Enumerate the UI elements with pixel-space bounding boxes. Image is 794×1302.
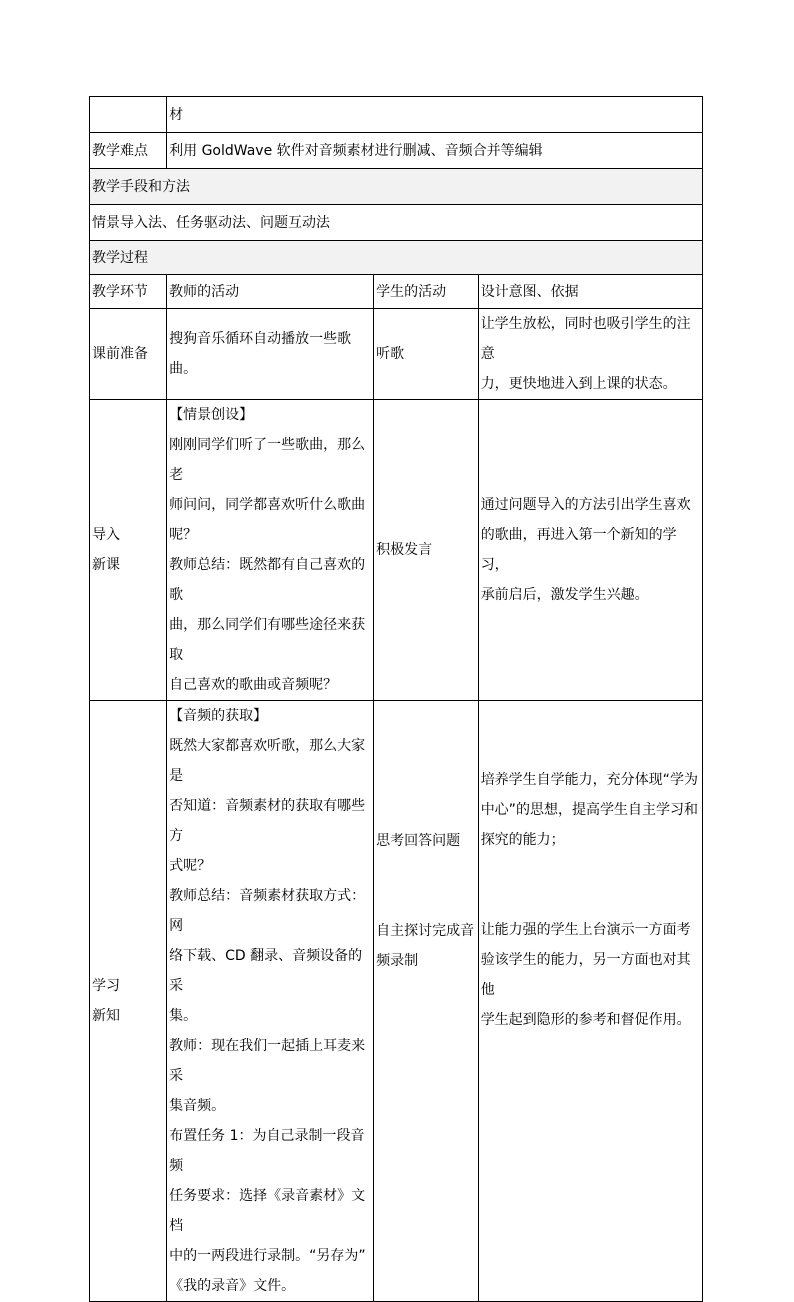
text-line: 中心”的思想，提高学生自主学习和 — [480, 802, 698, 818]
text-line: 频录制 — [376, 953, 419, 969]
text-line: 曲，那么同学们有哪些途径来获取 — [169, 617, 366, 663]
methods-text: 情景导入法、任务驱动法、问题互动法 — [90, 205, 703, 241]
text-line: 培养学生自学能力，充分体现“学为 — [480, 772, 698, 788]
table-row — [90, 205, 703, 241]
text-line: 教师：现在我们一起插上耳麦来采 — [169, 1038, 366, 1084]
table-row — [90, 309, 703, 400]
text-line: 教师总结：既然都有自己喜欢的歌 — [169, 557, 366, 603]
text-line: 刚刚同学们听了一些歌曲，那么老 — [169, 437, 366, 483]
text-line: 自主探讨完成音 — [376, 923, 475, 939]
text-line: 探究的能力； — [480, 832, 565, 848]
text-line: 【音频的获取】 — [169, 708, 268, 724]
table-row — [90, 400, 703, 701]
text-line: 布置任务 1：为自己录制一段音频 — [169, 1128, 365, 1174]
column-header-student: 学生的活动 — [374, 275, 479, 309]
text-line: 学生起到隐形的参考和督促作用。 — [480, 1012, 691, 1028]
text-line: 既然大家都喜欢听歌，那么大家是 — [169, 738, 366, 784]
methods-heading: 教学手段和方法 — [90, 169, 703, 205]
pre-class-teacher: 搜狗音乐循环自动播放一些歌曲。 — [167, 309, 374, 400]
text-line: 自己喜欢的歌曲或音频呢？ — [169, 677, 338, 693]
intro-student: 积极发言 — [374, 400, 479, 701]
table-row — [90, 701, 703, 1302]
text-line: 呢？ — [169, 527, 198, 543]
text-line: 学习 — [92, 978, 120, 994]
text-line: 中的一两段进行录制。“另存为” — [169, 1248, 366, 1264]
intro-teacher — [167, 400, 374, 701]
table-row — [90, 169, 703, 205]
pre-class-stage: 课前准备 — [90, 309, 167, 400]
text-line: 通过问题导入的方法引出学生喜欢 — [480, 497, 691, 513]
pre-class-intent — [478, 309, 702, 400]
text-line: 否知道：音频素材的获取有哪些方 — [169, 798, 366, 844]
table-row — [90, 133, 703, 169]
text-line: 承前启后，激发学生兴趣。 — [480, 587, 649, 603]
intro-intent — [478, 400, 702, 701]
learn-student — [374, 701, 479, 1302]
column-header-stage: 教学环节 — [90, 275, 167, 309]
process-heading: 教学过程 — [90, 241, 703, 275]
text-line: 验该学生的能力，另一方面也对其他 — [480, 952, 691, 998]
text-line: 式呢？ — [169, 858, 212, 874]
learn-stage — [90, 701, 167, 1302]
table-header-row — [90, 275, 703, 309]
text-line: 《我的录音》文件。 — [169, 1278, 296, 1294]
text-line: 让学生放松，同时也吸引学生的注意 — [480, 316, 691, 362]
cont-label-cell — [90, 97, 167, 133]
text-line: 新课 — [92, 557, 120, 573]
text-line: 【情景创设】 — [169, 407, 254, 423]
column-header-intent: 设计意图、依据 — [478, 275, 702, 309]
lesson-plan-table — [89, 96, 703, 1302]
cont-text-cell: 材 — [167, 97, 703, 133]
text-line: 络下载、CD 翻录、音频设备的采 — [169, 948, 363, 994]
column-header-teacher: 教师的活动 — [167, 275, 374, 309]
text-line: 导入 — [92, 527, 120, 543]
text-line: 让能力强的学生上台演示一方面考 — [480, 922, 691, 938]
text-line: 集。 — [169, 1008, 198, 1024]
pre-class-student: 听歌 — [374, 309, 479, 400]
intro-stage — [90, 400, 167, 701]
text-line: 思考回答问题 — [376, 833, 461, 849]
table-row — [90, 241, 703, 275]
text-line: 新知 — [92, 1008, 120, 1024]
text-line: 的歌曲，再进入第一个新知的学习， — [480, 527, 677, 573]
text-line: 教师总结：音频素材获取方式：网 — [169, 888, 366, 934]
difficulty-label: 教学难点 — [90, 133, 167, 169]
text-line: 力，更快地进入到上课的状态。 — [480, 376, 677, 392]
table-row — [90, 97, 703, 133]
text-line: 师问问，同学都喜欢听什么歌曲 — [169, 497, 366, 513]
text-line: 任务要求：选择《录音素材》文档 — [169, 1188, 366, 1234]
difficulty-text: 利用 GoldWave 软件对音频素材进行删减、音频合并等编辑 — [167, 133, 703, 169]
text-line: 集音频。 — [169, 1098, 226, 1114]
learn-intent — [478, 701, 702, 1302]
learn-teacher — [167, 701, 374, 1302]
